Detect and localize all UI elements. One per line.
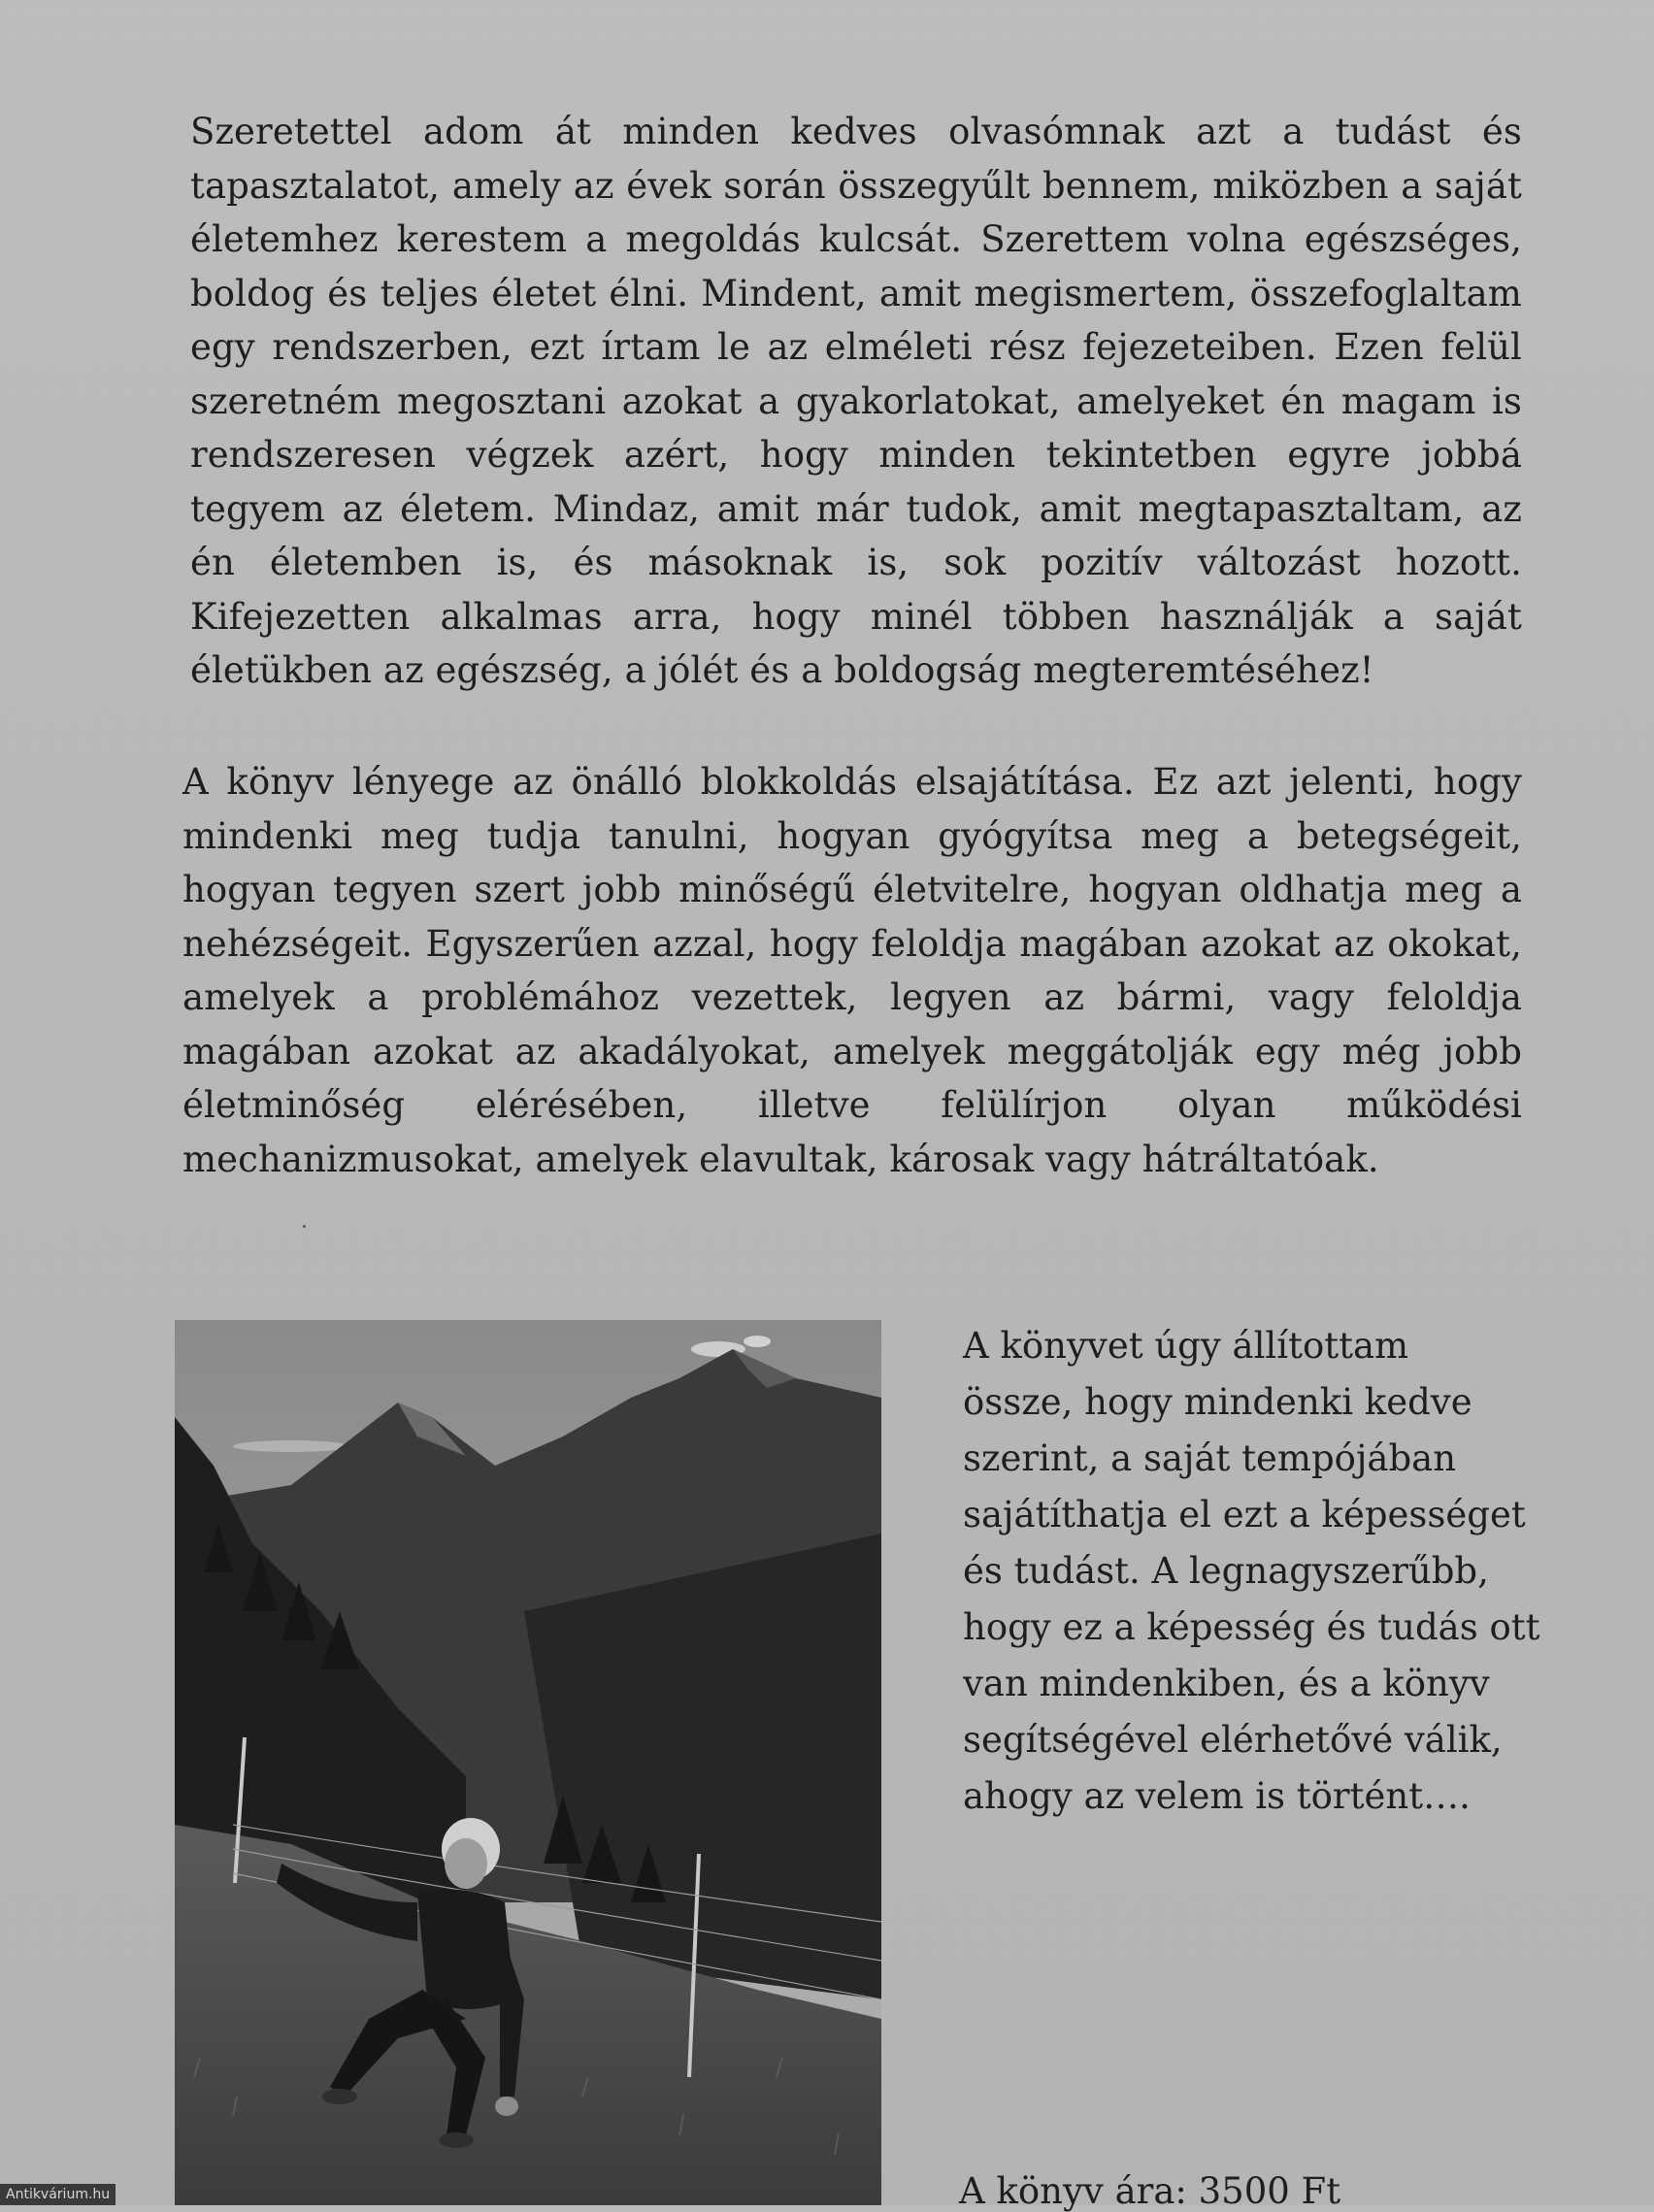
sidebar-line: szerint, a saját tempójában: [963, 1437, 1457, 1479]
sidebar-line: segítségével elérhetővé válik,: [963, 1719, 1503, 1761]
sidebar-line: hogy ez a képesség és tudás ott: [963, 1606, 1540, 1648]
source-watermark: Antikvárium.hu: [0, 2184, 116, 2205]
intro-paragraph-1: Szeretettel adom át minden kedves olvasómnak azt a tudást és tapasztalatot, amely az évek során összegyűlt bennem, miközben a saját életemhez kerestem a megoldás kulcsát. Szerettem volna egészséges, boldog és teljes életet élni. Mindent, amit megismertem, összefoglaltam egy rendszerben, ezt írtam le az elméleti rész fejezeteiben. Ezen felül szeretném megosztani azokat a gyakorlatokat, amelyeket én magam is rendszeresen végzek azért, hogy minden tekintetben egyre jobbá tegyem az életem. Mindaz, amit már tudok, amit megtapasztaltam, az én életemben is, és másoknak is, sok pozitív változást hozott. Kifejezetten alkalmas arra, hogy minél többen használják a saját életükben az egészség, a jólét és a boldogság megteremtéséhez!: [190, 111, 1522, 691]
book-price: A könyv ára: 3500 Ft: [959, 2170, 1341, 2212]
sidebar-line: össze, hogy mindenki kedve: [963, 1381, 1472, 1423]
sidebar-line: van mindenkiben, és a könyv: [963, 1663, 1490, 1704]
mountain-photo-icon: [175, 1320, 881, 2205]
sidebar-line: ahogy az velem is történt….: [963, 1775, 1471, 1817]
sidebar-line: A könyvet úgy állítottam: [963, 1325, 1409, 1367]
sidebar-line: sajátíthatja el ezt a képességet: [963, 1494, 1526, 1535]
author-mountain-photo: [175, 1320, 881, 2205]
sidebar-paragraph: [963, 1318, 1540, 1825]
print-speck: [303, 1225, 306, 1228]
sidebar-line: és tudást. A legnagyszerűbb,: [963, 1550, 1489, 1592]
intro-paragraph-2: A könyv lényege az önálló blokkoldás elsajátítása. Ez azt jelenti, hogy mindenki meg tudja tanulni, hogyan gyógyítsa meg a betegségeit, hogyan tegyen szert jobb minőségű életvitelre, hogyan oldhatja meg a nehézségeit. Egyszerűen azzal, hogy feloldja magában azokat az okokat, amelyek a problémához vezettek, legyen az bármi, vagy feloldja magában azokat az akadályokat, amelyek meggátolják egy még jobb életminőség elérésében, illetve felülírjon olyan működési mechanizmusokat, amelyek elavultak, károsak vagy hátráltatóak.: [182, 761, 1522, 1180]
